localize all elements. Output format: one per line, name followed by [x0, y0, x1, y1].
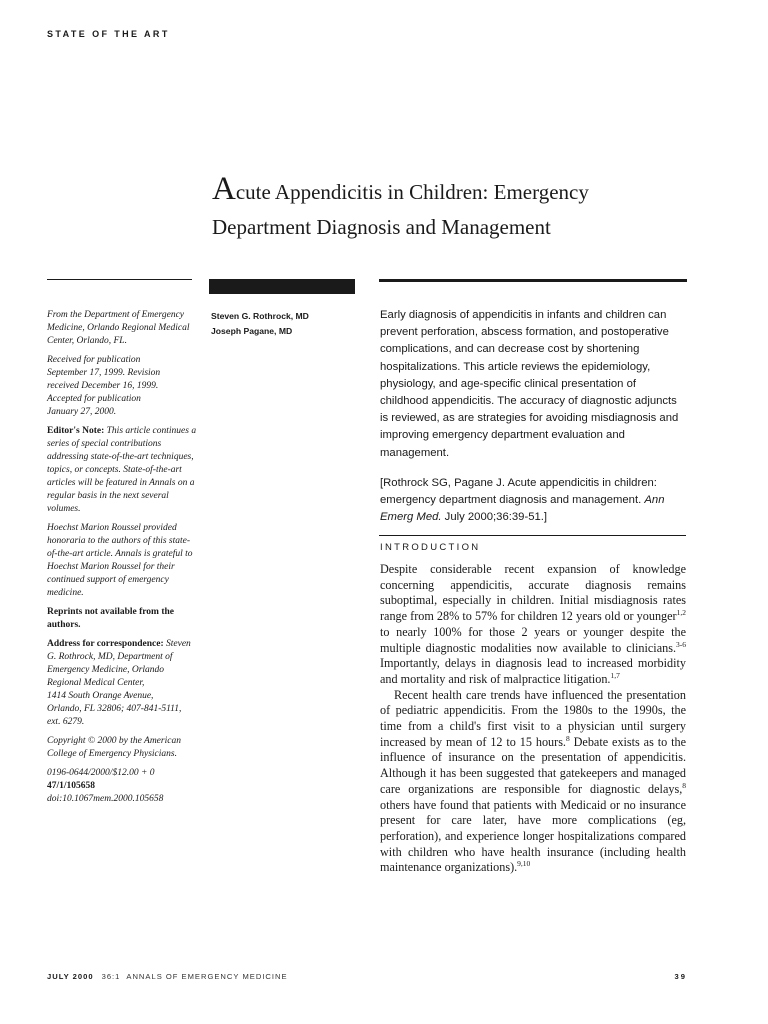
affiliation: From the Department of Emergency Medicine, Orlando Regional Medical Center, Orlando, FL.: [47, 310, 190, 346]
copyright: Copyright © 2000 by the American College of Emergency Physicians.: [47, 736, 181, 759]
address-label: Address for correspondence:: [47, 639, 164, 649]
abstract-citation: [380, 475, 686, 527]
abstract-text: Early diagnosis of appendicitis in infants and children can prevent perforation, abscess formation, and postoperative complications, and can decrease cost by shortening hospitalizations. This article reviews the epidemiology, physiology, and age-specific clinical presentation of childhood appendicitis. The accuracy of diagnostic adjuncts is reviewed, as are strategies for avoiding misdiagnosis and improving emergency department evaluation and management.: [380, 309, 679, 459]
paragraph: [380, 562, 686, 688]
citation-end: July 2000;36:39-51.]: [441, 511, 548, 524]
correspondence: [47, 638, 197, 729]
paragraph: [380, 688, 686, 876]
title-dropcap: A: [212, 171, 236, 207]
text-run: Importantly, delays in diagnosis lead to increased morbidity and mortality and risk of malpractice litigation.: [380, 656, 686, 686]
journal-name: ANNALS OF EMERGENCY MEDICINE: [126, 972, 288, 981]
page-number: 39: [674, 972, 687, 981]
volume-issue: 36:1: [101, 972, 121, 981]
author-bar: [209, 279, 355, 294]
author-name: Joseph Pagane, MD: [211, 326, 293, 336]
reprints-note: Reprints not available from the authors.: [47, 607, 175, 630]
author-list: [211, 309, 309, 339]
citation-ref: 8: [565, 733, 570, 743]
article-id: 47/1/105658: [47, 781, 96, 791]
honoraria-note: Hoechst Marion Roussel provided honoraria to the authors of this state-of-the-art article. Annals is grateful to Hoechst Marion Roussel for their continued support of emergency medicine.: [47, 523, 193, 598]
abstract-rule: [379, 279, 687, 282]
citation-ref: 1,2: [676, 608, 686, 618]
text-run: Recent health care trends have influenced the presentation of pediatric appendicitis. From the 1980s to the 1990s, the time from a child's first visit to a physician until surgery increased by mean of 12 to 15 hours.: [380, 687, 686, 749]
editors-note-text: This article continues a series of special contributions addressing state-of-the-art techniques, topics, or concepts. State-of-the-art articles will be featured in Annals on a regular basis in the next several volumes.: [47, 426, 197, 514]
citation-start: [Rothrock SG, Pagane J. Acute appendicitis in children: emergency department diagnosis and management.: [380, 476, 657, 507]
body-text: [380, 562, 686, 876]
text-run: Despite considerable recent expansion of knowledge concerning appendicitis, accurate diagnosis remains suboptimal, especially in children. Initial misdiagnosis rates range from 28% to 57% for children 12 years old or younger: [380, 562, 686, 624]
issn: 0196-0644/2000/$12.00 + 0: [47, 768, 155, 778]
citation-ref: 9,10: [517, 859, 531, 869]
sidebar-notes: [47, 309, 197, 812]
doi: doi:10.1067mem.2000.105658: [47, 794, 164, 804]
issue-date: JULY 2000: [47, 972, 94, 981]
identifiers: [47, 767, 197, 806]
citation-ref: 1,7: [610, 670, 620, 680]
introduction-rule: [379, 535, 686, 536]
editors-note: [47, 425, 197, 516]
text-run: others have found that patients with Medicaid or no insurance present for care later, have more complications (eg, perforation), and experience longer hospitalizations compared with children who have health insurance (including health maintenance organizations).: [380, 797, 686, 875]
citation-ref: 3-6: [676, 639, 686, 649]
editors-note-label: Editor's Note:: [47, 426, 105, 436]
article-title: [212, 172, 682, 245]
address-text: Steven G. Rothrock, MD, Department of Emergency Medicine, Orlando Regional Medical Center, 1414 South Orange Avenue, Orlando, FL 32806; 407-841-5111, ext. 6279.: [47, 639, 191, 727]
text-run: Debate exists as to the influence of insurance on the presentation of appendicitis. Although it has been suggested that gatekeepers and managed care organizations are responsible for diagnostic delays,: [380, 734, 686, 796]
section-heading: INTRODUCTION: [380, 542, 481, 553]
title-text: cute Appendicitis in Children: Emergency Department Diagnosis and Management: [212, 180, 589, 239]
received-dates: Received for publication September 17, 1999. Revision received December 16, 1999. Accepted for publication January 27, 2000.: [47, 355, 161, 417]
page-footer: [47, 972, 687, 981]
left-rule: [47, 279, 192, 280]
text-run: to nearly 100% for those 2 years or younger despite the multiple diagnostic modalities now available to clinicians.: [380, 624, 686, 655]
citation-journal: Ann Emerg Med.: [380, 494, 665, 524]
section-label: STATE OF THE ART: [47, 29, 170, 39]
author-name: Steven G. Rothrock, MD: [211, 311, 309, 321]
abstract: [380, 307, 686, 539]
citation-ref: 8: [682, 780, 686, 790]
